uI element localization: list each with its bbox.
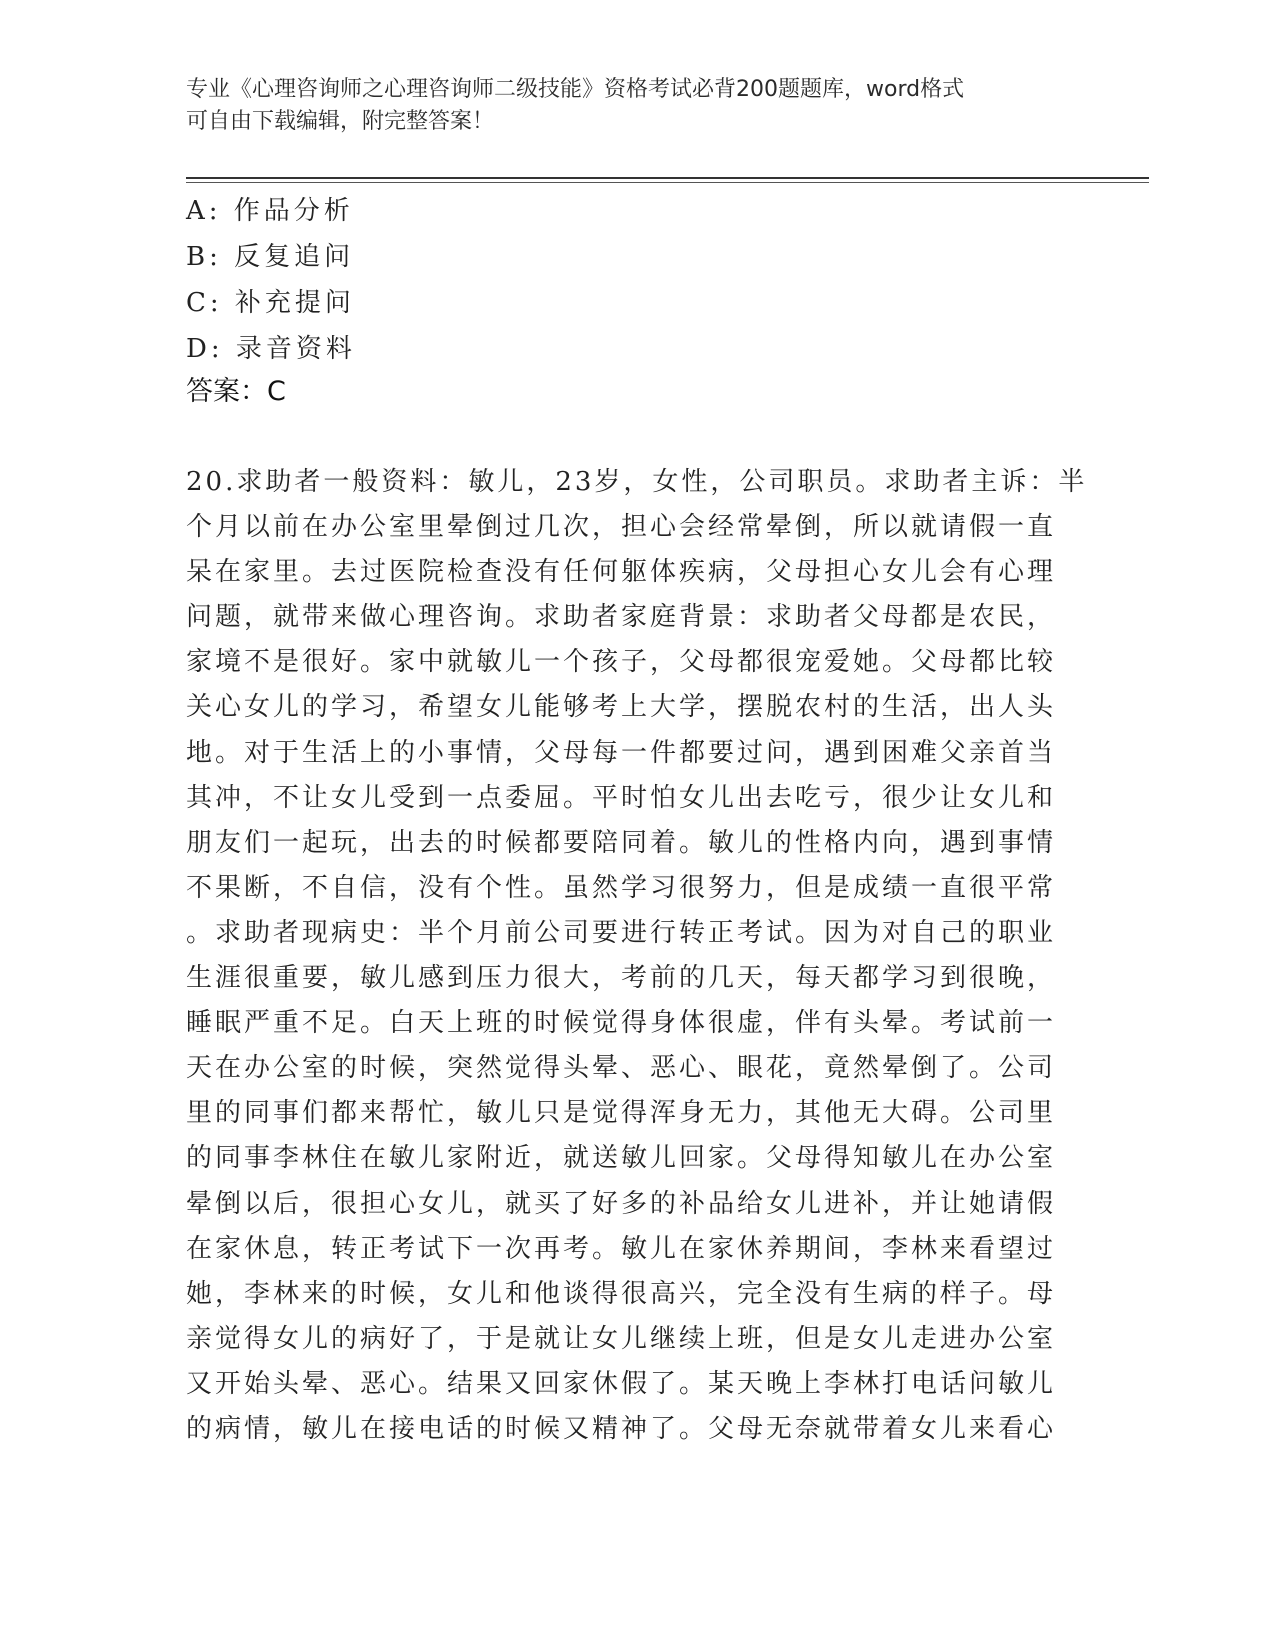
question-20-body (186, 460, 1086, 1452)
document-header (186, 74, 1076, 138)
question-line: 朋友们一起玩，出去的时候都要陪同着。敏儿的性格内向，遇到事情 (186, 827, 1057, 858)
question-line: 20.求助者一般资料：敏儿，23岁，女性，公司职员。求助者主诉：半 (186, 467, 1088, 497)
header-title-line-1: 专业《心理咨询师之心理咨询师二级技能》资格考试必背200题题库，word格式 (186, 77, 965, 102)
question-line: 的病情，敏儿在接电话的时候又精神了。父母无奈就带着女儿来看心 (186, 1413, 1057, 1444)
answer-options (186, 188, 356, 372)
question-line: 天在办公室的时候，突然觉得头晕、恶心、眼花，竟然晕倒了。公司 (186, 1053, 1057, 1084)
option-a: A: 作品分析 (186, 196, 354, 226)
question-line: 她，李林来的时候，女儿和他谈得很高兴，完全没有生病的样子。母 (186, 1278, 1057, 1309)
question-line: 地。对于生活上的小事情，父母每一件都要过问，遇到困难父亲首当 (186, 737, 1057, 768)
header-divider-thick (186, 177, 1149, 179)
question-line: 生涯很重要，敏儿感到压力很大，考前的几天，每天都学习到很晚， (186, 963, 1057, 994)
question-line: 在家休息，转正考试下一次再考。敏儿在家休养期间，李林来看望过 (186, 1233, 1057, 1264)
question-line: 个月以前在办公室里晕倒过几次，担心会经常晕倒，所以就请假一直 (186, 512, 1057, 543)
question-line: 其冲，不让女儿受到一点委屈。平时怕女儿出去吃亏，很少让女儿和 (186, 782, 1057, 813)
question-line: 里的同事们都来帮忙，敏儿只是觉得浑身无力，其他无大碍。公司里 (186, 1098, 1057, 1129)
question-line: 问题，就带来做心理咨询。求助者家庭背景：求助者父母都是农民， (186, 602, 1057, 633)
question-line: 亲觉得女儿的病好了，于是就让女儿继续上班，但是女儿走进办公室 (186, 1323, 1057, 1354)
option-b: B: 反复追问 (186, 242, 355, 272)
option-c: C: 补充提问 (186, 288, 355, 318)
answer-key: 答案：C (186, 376, 286, 407)
question-line: 关心女儿的学习，希望女儿能够考上大学，摆脱农村的生活，出人头 (186, 692, 1057, 723)
question-line: 呆在家里。去过医院检查没有任何躯体疾病，父母担心女儿会有心理 (186, 557, 1057, 588)
header-divider-thin (186, 182, 1149, 183)
header-title-line-2: 可自由下载编辑，附完整答案！ (186, 109, 495, 134)
option-d: D: 录音资料 (186, 334, 356, 364)
question-line: 睡眠严重不足。白天上班的时候觉得身体很虚，伴有头晕。考试前一 (186, 1008, 1057, 1039)
question-line: 不果断，不自信，没有个性。虽然学习很努力，但是成绩一直很平常 (186, 872, 1057, 903)
question-line: 家境不是很好。家中就敏儿一个孩子，父母都很宠爱她。父母都比较 (186, 647, 1057, 678)
question-line: 。求助者现病史：半个月前公司要进行转正考试。因为对自己的职业 (186, 917, 1057, 948)
question-line: 又开始头晕、恶心。结果又回家休假了。某天晚上李林打电话问敏儿 (186, 1368, 1057, 1399)
question-line: 的同事李林住在敏儿家附近，就送敏儿回家。父母得知敏儿在办公室 (186, 1143, 1057, 1174)
question-line: 晕倒以后，很担心女儿，就买了好多的补品给女儿进补，并让她请假 (186, 1188, 1057, 1219)
